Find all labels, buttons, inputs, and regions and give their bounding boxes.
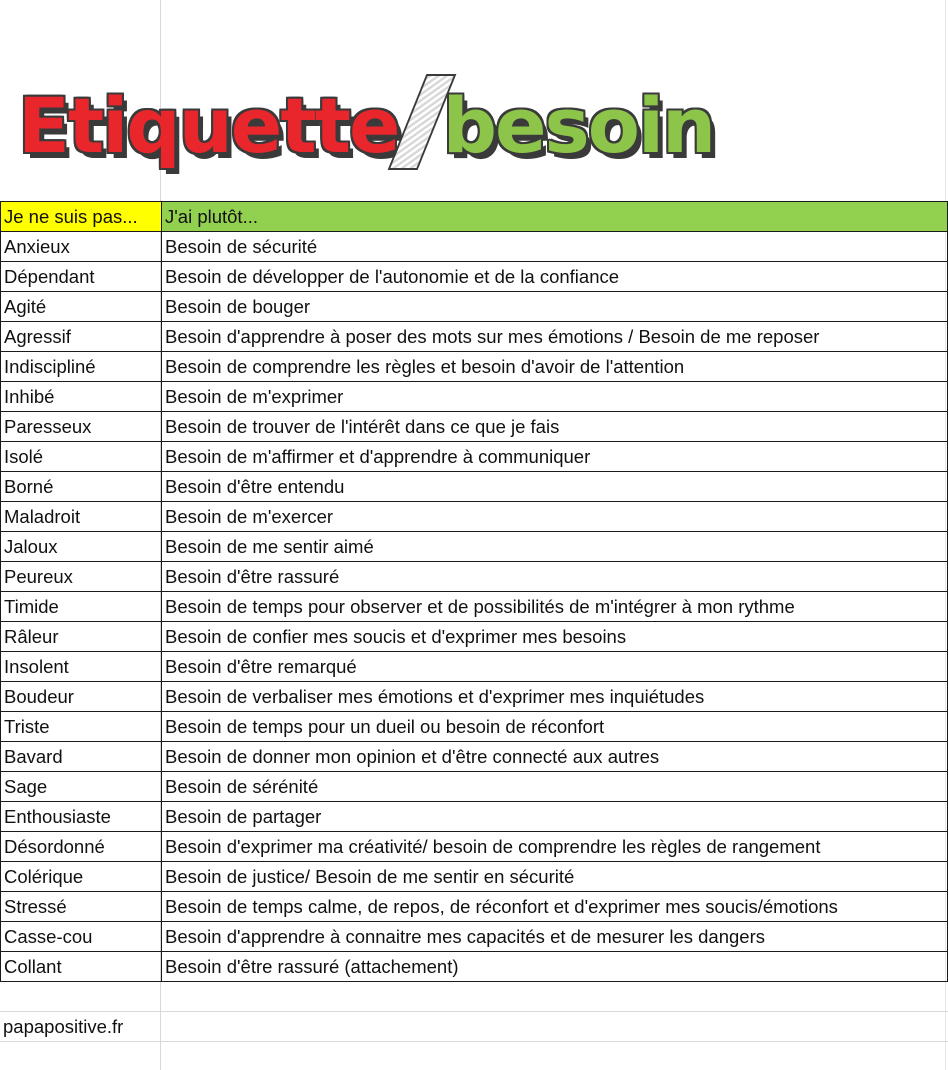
cell-label[interactable]: Insolent [1, 652, 162, 682]
table-row [1, 562, 948, 592]
cell-label[interactable]: Collant [1, 952, 162, 982]
cell-need[interactable]: Besoin de partager [162, 802, 948, 832]
cell-label[interactable]: Dépendant [1, 262, 162, 292]
table-row [1, 622, 948, 652]
table-row [1, 922, 948, 952]
cell-label[interactable]: Paresseux [1, 412, 162, 442]
cell-need[interactable]: Besoin de temps pour un dueil ou besoin de réconfort [162, 712, 948, 742]
page-title [18, 64, 715, 170]
cell-label[interactable]: Triste [1, 712, 162, 742]
cell-need[interactable]: Besoin de verbaliser mes émotions et d'exprimer mes inquiétudes [162, 682, 948, 712]
cell-label[interactable]: Maladroit [1, 502, 162, 532]
cell-need[interactable]: Besoin d'apprendre à connaitre mes capacités et de mesurer les dangers [162, 922, 948, 952]
table-row [1, 892, 948, 922]
cell-label[interactable]: Borné [1, 472, 162, 502]
cell-label[interactable]: Indiscipliné [1, 352, 162, 382]
cell-need[interactable]: Besoin de m'exprimer [162, 382, 948, 412]
cell-need[interactable]: Besoin d'être rassuré (attachement) [162, 952, 948, 982]
footer-website[interactable]: papapositive.fr [3, 1016, 124, 1037]
cell-label[interactable]: Désordonné [1, 832, 162, 862]
cell-label[interactable]: Agressif [1, 322, 162, 352]
cell-need[interactable]: Besoin de temps pour observer et de possibilités de m'intégrer à mon rythme [162, 592, 948, 622]
cell-need[interactable]: Besoin de m'exercer [162, 502, 948, 532]
table-row [1, 772, 948, 802]
cell-label[interactable]: Agité [1, 292, 162, 322]
cell-label[interactable]: Peureux [1, 562, 162, 592]
table-row [1, 502, 948, 532]
table-row [1, 382, 948, 412]
cell-label[interactable]: Boudeur [1, 682, 162, 712]
cell-need[interactable]: Besoin de justice/ Besoin de me sentir en sécurité [162, 862, 948, 892]
table-row [1, 862, 948, 892]
table-row [1, 592, 948, 622]
cell-label[interactable]: Râleur [1, 622, 162, 652]
table-row [1, 832, 948, 862]
cell-need[interactable]: Besoin d'être rassuré [162, 562, 948, 592]
table-row [1, 352, 948, 382]
header-row [1, 202, 948, 232]
cell-need[interactable]: Besoin de confier mes soucis et d'exprimer mes besoins [162, 622, 948, 652]
cell-label[interactable]: Isolé [1, 442, 162, 472]
cell-need[interactable]: Besoin de me sentir aimé [162, 532, 948, 562]
empty-row-divider [0, 1041, 948, 1042]
cell-label[interactable]: Sage [1, 772, 162, 802]
cell-need[interactable]: Besoin de sérénité [162, 772, 948, 802]
cell-need[interactable]: Besoin d'être entendu [162, 472, 948, 502]
empty-row-divider [0, 1011, 948, 1012]
labels-needs-table [0, 201, 948, 982]
cell-need[interactable]: Besoin de donner mon opinion et d'être connecté aux autres [162, 742, 948, 772]
table-row [1, 292, 948, 322]
cell-label[interactable]: Anxieux [1, 232, 162, 262]
cell-label[interactable]: Stressé [1, 892, 162, 922]
table-row [1, 472, 948, 502]
cell-label[interactable]: Jaloux [1, 532, 162, 562]
cell-label[interactable]: Timide [1, 592, 162, 622]
title-besoin: besoin [442, 81, 715, 170]
table-row [1, 442, 948, 472]
cell-need[interactable]: Besoin de bouger [162, 292, 948, 322]
table-row [1, 802, 948, 832]
cell-label[interactable]: Casse-cou [1, 922, 162, 952]
table-row [1, 322, 948, 352]
cell-label[interactable]: Inhibé [1, 382, 162, 412]
cell-label[interactable]: Enthousiaste [1, 802, 162, 832]
table-row [1, 262, 948, 292]
table-row [1, 232, 948, 262]
cell-need[interactable]: Besoin de temps calme, de repos, de réconfort et d'exprimer mes soucis/émotions [162, 892, 948, 922]
table-row [1, 742, 948, 772]
table-row [1, 952, 948, 982]
cell-need[interactable]: Besoin de trouver de l'intérêt dans ce que je fais [162, 412, 948, 442]
cell-need[interactable]: Besoin d'exprimer ma créativité/ besoin de comprendre les règles de rangement [162, 832, 948, 862]
cell-need[interactable]: Besoin de sécurité [162, 232, 948, 262]
table-row [1, 412, 948, 442]
cell-need[interactable]: Besoin d'être remarqué [162, 652, 948, 682]
cell-need[interactable]: Besoin d'apprendre à poser des mots sur mes émotions / Besoin de me reposer [162, 322, 948, 352]
cell-label[interactable]: Bavard [1, 742, 162, 772]
table-row [1, 682, 948, 712]
cell-need[interactable]: Besoin de m'affirmer et d'apprendre à communiquer [162, 442, 948, 472]
table-row [1, 652, 948, 682]
cell-need[interactable]: Besoin de comprendre les règles et besoin d'avoir de l'attention [162, 352, 948, 382]
cell-label[interactable]: Colérique [1, 862, 162, 892]
table-row [1, 532, 948, 562]
header-cell-need[interactable]: J'ai plutôt... [162, 202, 948, 232]
header-cell-label[interactable]: Je ne suis pas... [1, 202, 162, 232]
title-etiquette: Etiquette [18, 81, 399, 170]
table-row [1, 712, 948, 742]
cell-need[interactable]: Besoin de développer de l'autonomie et de la confiance [162, 262, 948, 292]
